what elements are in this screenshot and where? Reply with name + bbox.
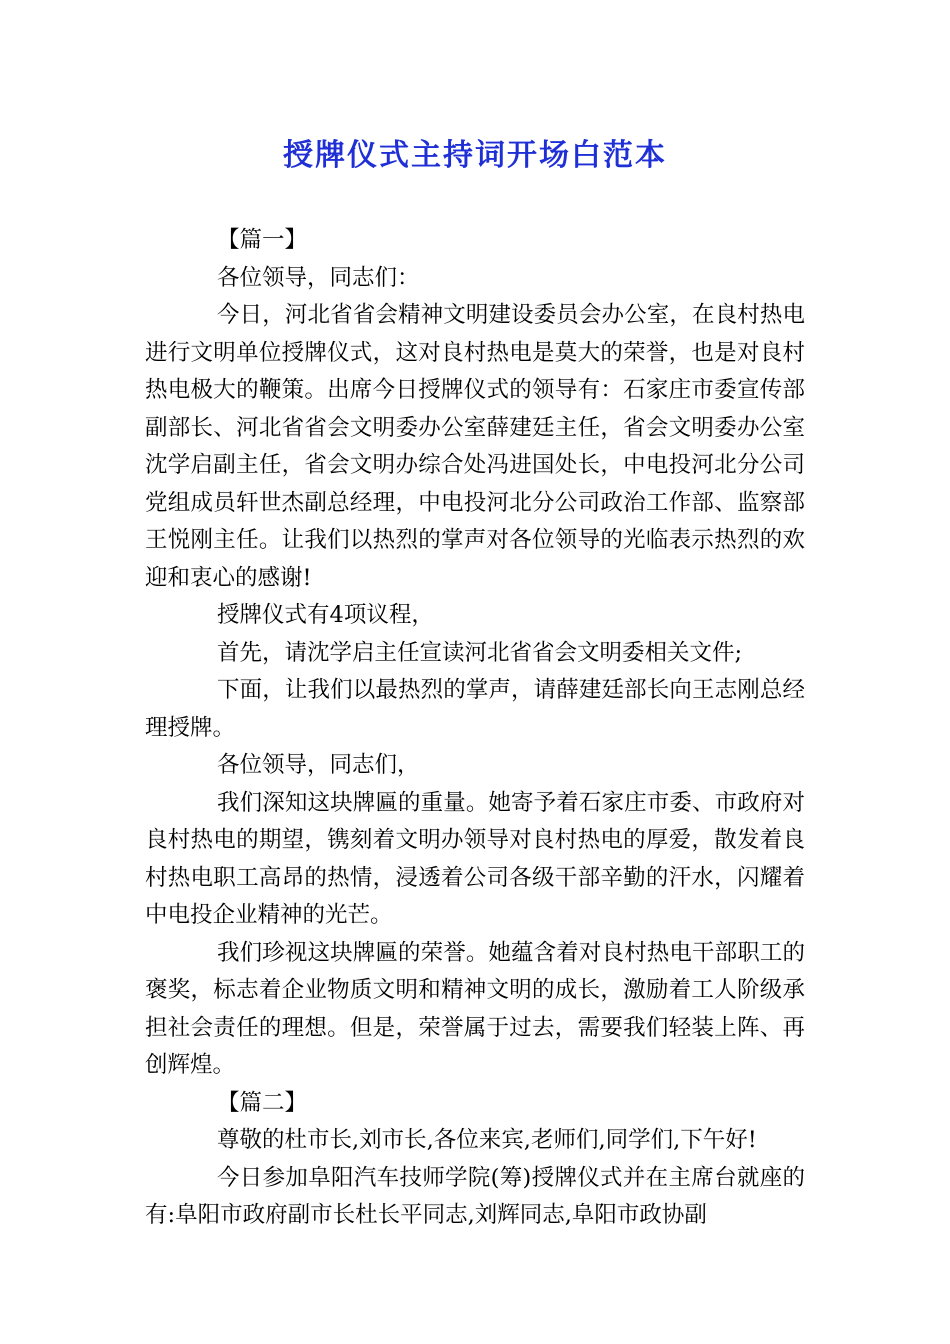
paragraph: 各位领导，同志们： bbox=[217, 264, 420, 291]
document-title: 授牌仪式主持词开场白范本 bbox=[283, 138, 667, 173]
paragraph: 我们珍视这块牌匾的荣誉。她蕴含着对良村热电干部职工的褒奖，标志着企业物质文明和精神文明的成长，激励着工人阶级承担社会责任的理想。但是，荣誉属于过去，需要我们轻装上阵、再创辉煌。 bbox=[145, 939, 805, 1078]
paragraph: 授牌仪式有4项议程， bbox=[217, 602, 434, 628]
section-heading: 【篇一】 bbox=[217, 227, 308, 253]
paragraph: 今日参加阜阳汽车技师学院(筹)授牌仪式并在主席台就座的有:阜阳市政府副市长杜长平同志,刘辉同志,阜阳市政协副 bbox=[145, 1164, 805, 1228]
section-heading: 【篇二】 bbox=[217, 1089, 308, 1116]
paragraph: 首先，请沈学启主任宣读河北省省会文明委相关文件; bbox=[217, 639, 743, 666]
paragraph: 下面，让我们以最热烈的掌声，请薛建廷部长向王志刚总经理授牌。 bbox=[145, 677, 805, 741]
document-body bbox=[145, 222, 805, 1235]
paragraph: 尊敬的杜市长,刘市长,各位来宾,老师们,同学们,下午好! bbox=[217, 1127, 757, 1153]
paragraph: 今日，河北省省会精神文明建设委员会办公室，在良村热电进行文明单位授牌仪式，这对良村热电是莫大的荣誉，也是对良村热电极大的鞭策。出席今日授牌仪式的领导有：石家庄市委宣传部副部长、河北省省会文明委办公室薛建廷主任，省会文明委办公室沈学启副主任，省会文明办综合处冯进国处长，中电投河北分公司党组成员轩世杰副总经理，中电投河北分公司政治工作部、监察部王悦刚主任。让我们以热烈的掌声对各位领导的光临表示热烈的欢迎和衷心的感谢! bbox=[145, 302, 805, 591]
paragraph: 各位领导，同志们， bbox=[217, 752, 420, 778]
paragraph: 我们深知这块牌匾的重量。她寄予着石家庄市委、市政府对良村热电的期望，镌刻着文明办领导对良村热电的厚爱，散发着良村热电职工高昂的热情，浸透着公司各级干部辛勤的汗水，闪耀着中电投企业精神的光芒。 bbox=[145, 789, 805, 928]
